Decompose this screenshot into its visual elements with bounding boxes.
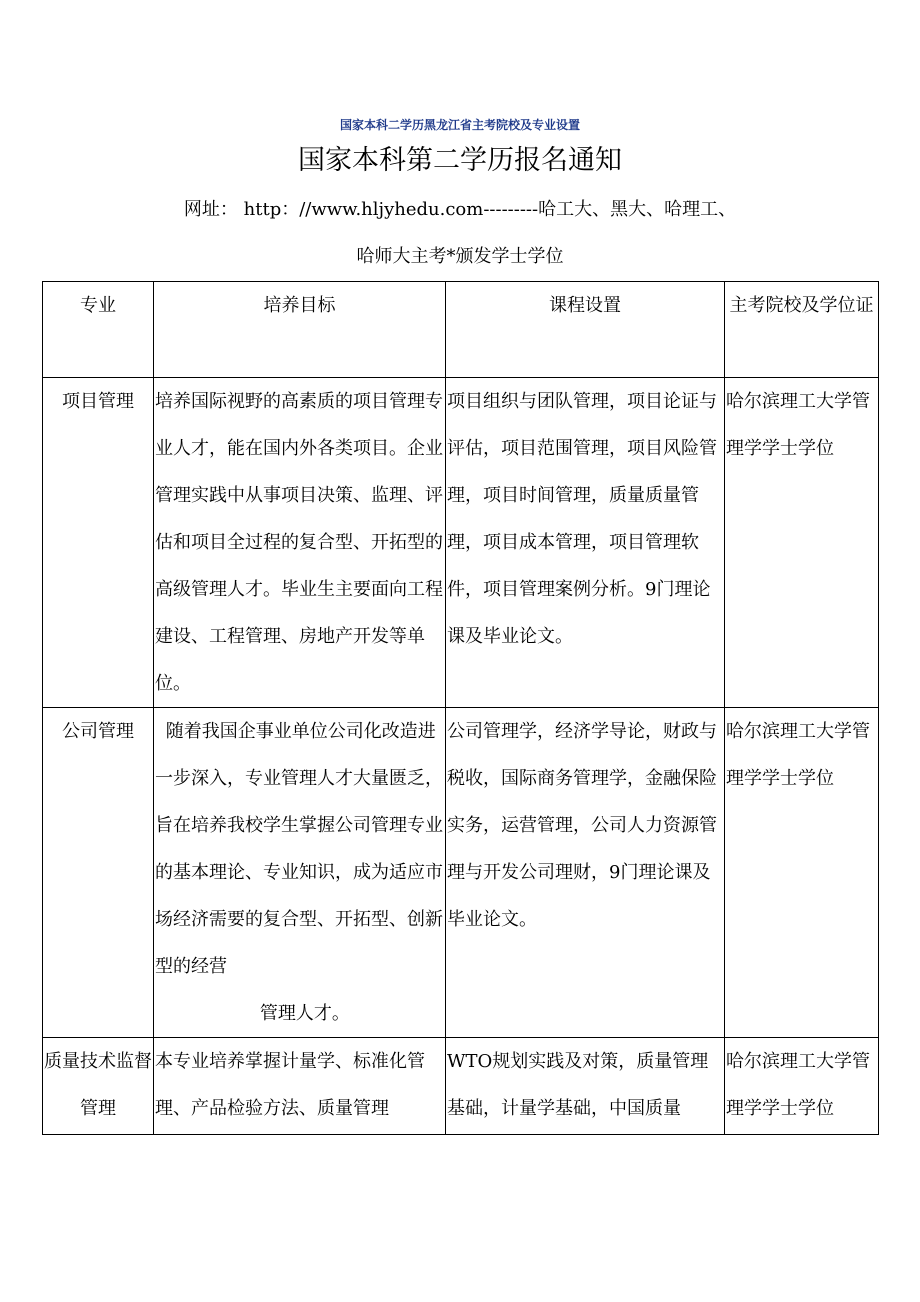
cell-courses: 项目组织与团队管理，项目论证与评估，项目范围管理，项目风险管理，项目时间管理，质量质量管理，项目成本管理，项目管理软件，项目管理案例分析。9门理论课及毕业论文。 xyxy=(446,378,725,708)
document-header-line: 国家本科二学历黑龙江省主考院校及专业设置 xyxy=(339,118,580,132)
table-row xyxy=(43,1038,879,1135)
table-header-row xyxy=(43,282,879,378)
cell-courses: WTO规划实践及对策，质量管理基础，计量学基础，中国质量 xyxy=(446,1038,725,1135)
cell-goal-text: 随着我国企事业单位公司化改造进一步深入，专业管理人才大量匮乏，旨在培养我校学生掌握公司管理专业的基本理论、专业知识，成为适应市场经济需要的复合型、开拓型、创新型的经营 xyxy=(155,721,443,977)
cell-courses: 公司管理学，经济学导论，财政与税收，国际商务管理学，金融保险实务，运营管理，公司人力资源管理与开发公司理财，9门理论课及毕业论文。 xyxy=(446,708,725,1038)
cell-major: 项目管理 xyxy=(43,378,154,708)
majors-table xyxy=(42,281,879,1135)
cell-major: 质量技术监督管理 xyxy=(43,1038,154,1135)
cell-goal: 培养国际视野的高素质的项目管理专业人才，能在国内外各类项目。企业管理实践中从事项目决策、监理、评估和项目全过程的复合型、开拓型的高级管理人才。毕业生主要面向工程建设、工程管理、房地产开发等单位。 xyxy=(154,378,446,708)
header-goal: 培养目标 xyxy=(154,282,446,378)
subtitle: 哈师大主考*颁发学士学位 xyxy=(356,246,564,267)
table-row xyxy=(43,708,879,1038)
cell-major: 公司管理 xyxy=(43,708,154,1038)
cell-school: 哈尔滨理工大学管理学学士学位 xyxy=(725,378,879,708)
website-line: 网址： http：//www.hljyhedu.com---------哈工大、黑大、哈理工、 xyxy=(183,199,737,220)
cell-school: 哈尔滨理工大学管理学学士学位 xyxy=(725,1038,879,1135)
cell-goal-last-line: 管理人才。 xyxy=(259,1003,350,1024)
table-row xyxy=(43,378,879,708)
page-title: 国家本科第二学历报名通知 xyxy=(298,145,622,176)
cell-goal: 本专业培养掌握计量学、标准化管理、产品检验方法、质量管理 xyxy=(154,1038,446,1135)
header-school: 主考院校及学位证 xyxy=(725,282,879,378)
cell-school: 哈尔滨理工大学管理学学士学位 xyxy=(725,708,879,1038)
cell-goal xyxy=(154,708,446,1038)
header-major: 专业 xyxy=(43,282,154,378)
header-courses: 课程设置 xyxy=(446,282,725,378)
